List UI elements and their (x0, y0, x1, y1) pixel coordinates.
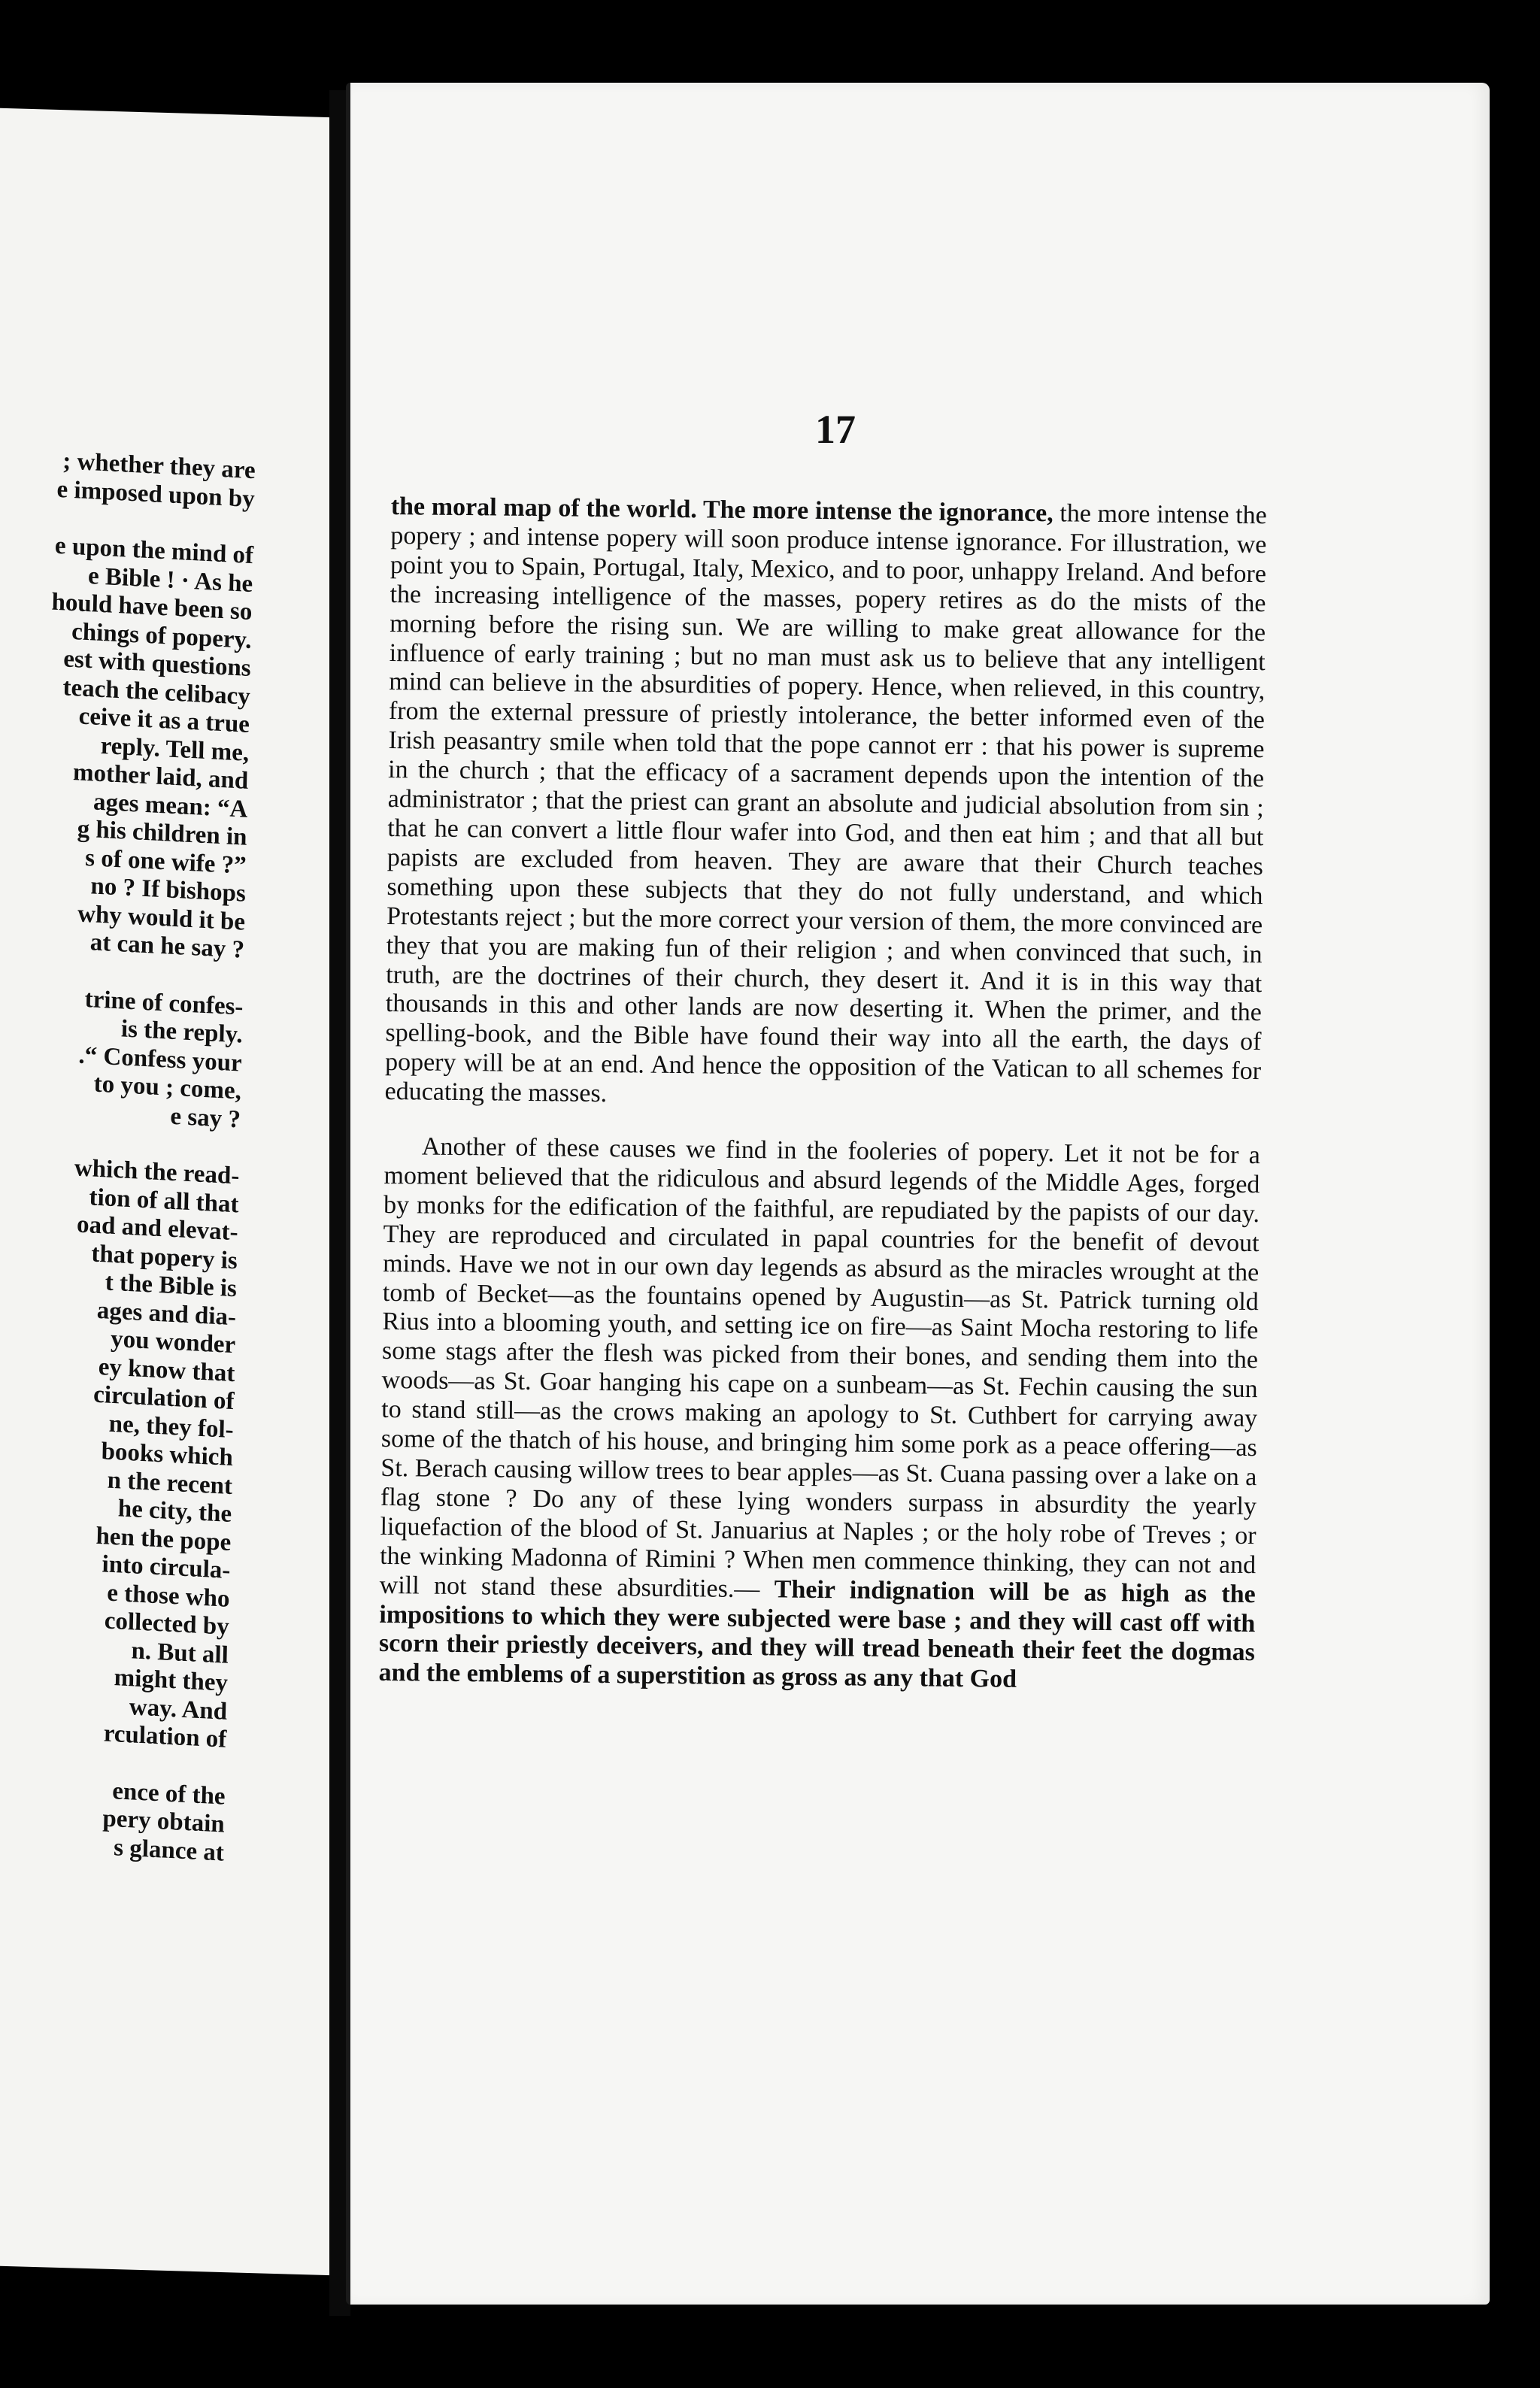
left-page-line: books which (101, 1438, 234, 1472)
page-number: 17 (815, 407, 856, 452)
left-page-line: mother laid, and (72, 759, 249, 795)
left-page-line: teach the celibacy (62, 673, 251, 711)
paragraph-2 (378, 1132, 1260, 1697)
left-page-line: way. And (129, 1693, 228, 1726)
paragraph-1 (384, 492, 1266, 1116)
left-page-line: chings of popery. (71, 617, 252, 654)
left-page-line: oad and elevat- (76, 1211, 238, 1247)
left-page-line: into circula- (102, 1550, 231, 1584)
left-page-line: ey know that (98, 1353, 235, 1387)
left-page-line: collected by (104, 1607, 230, 1641)
left-page-line: e imposed upon by (56, 475, 256, 513)
left-page-line: ages mean: “A (92, 788, 248, 823)
left-page-line: at can he say ? (89, 929, 245, 964)
left-page-text (0, 444, 256, 1868)
left-page-line: might they (114, 1664, 229, 1697)
left-page-line: that popery is (91, 1240, 238, 1274)
page-body-text (378, 492, 1267, 1697)
left-page-line: to you ; come, (93, 1070, 242, 1105)
left-page-line: t the Bible is (105, 1268, 238, 1303)
left-page-line: e say ? (170, 1102, 241, 1133)
left-page-line: which the read- (74, 1154, 240, 1190)
left-page-line: .“ Confess your (78, 1041, 243, 1077)
left-page-line: rculation of (103, 1720, 227, 1753)
left-page-line: n the recent (107, 1466, 233, 1500)
left-page-line: why would it be (77, 899, 246, 936)
left-page-line: est with questions (62, 645, 252, 683)
left-page-line: tion of all that (89, 1183, 239, 1218)
paragraph-1-body: the more intense the popery ; and intense popery will soon produce intense ignorance. For illustration, we point you to Spain, Portugal, Italy, Mexico, and to poor, unhappy Ireland. And before the increasing intelligence of the masses, popery retires as do the mists of the morning before the rising sun. We are willing to make great allowance for the influence of early training ; but no man must ask us to believe that any intelligent mind can believe in the absurdities of popery. Hence, when relieved, in this country, from the external pressure of priestly intolerance, the better informed even of the Irish peasantry smile when told that the pope cannot err : that his power is supreme in the church ; that the efficacy of a sacrament depends upon the intention of the administrator ; that the priest can grant an absolute and judicial absolution from sin ; that he can convert a little flour wafer into God, and then eat him ; and that all but papists are excluded from heaven. They are aware that their Church teaches something upon these subjects that they do not fully understand, and which Protestants reject ; but the more correct your version of them, the more convinced are they that you are making fun of their religion ; and when convinced that such, in truth, are the doctrines of their church, they desert it. And it is in this way that thousands in this and other lands are now deserting it. When the primer, and the spelling-book, and the Bible have found their way into all the earth, the days of popery will be at an end. And hence the opposition of the Vatican to all schemes for educating the masses. (384, 499, 1267, 1108)
left-page-line: s glance at (113, 1833, 225, 1867)
left-page-line: he city, the (117, 1495, 232, 1529)
left-page (0, 108, 334, 2275)
left-page-line: ; whether they are (62, 447, 256, 485)
left-page-line: you wonder (110, 1325, 236, 1359)
left-page-line: ne, they fol- (108, 1410, 235, 1444)
paragraph-2-body: Another of these causes we find in the fooleries of popery. Let it not be for a moment believed that the ridiculous and absurd legends of the Middle Ages, forged by monks for the edification of the faithful, are repudiated by the papists of our day. They are reproduced and circulated in papal countries for the benefit of devout minds. Have we not in our own day legends as absurd as the miracles wrought at the tomb of Becket—as the fountains opened by Augustin—as St. Patrick turning old Rius into a blooming youth, and setting ice on fire—as Saint Mocha restoring to life some stags after the flesh was picked from their bones, and sending them into the woods—as St. Goar hanging his cape on a sunbeam—as St. Fechin causing the sun to stand still—as the crows making an apology to St. Cuthbert for carrying away some of the thatch of his house, and bringing him some pork as a peace offering—as St. Berach causing willow trees to bear apples—as St. Cuana passing over a lake on a flag stone ? Do any of these lying wonders surpass in absurdity the yearly liquefaction of the blood of St. Januarius at Naples ; or the holy robe of Treves ; or the winking Madonna of Rimini ? When men commence thinking, they can not and will not stand these absurdities.— (379, 1132, 1261, 1603)
left-page-line: ages and dia- (96, 1296, 237, 1331)
left-page-line: circulation of (92, 1380, 235, 1416)
paragraph-1-lead: the moral map of the world. The more intense the ignorance, (390, 492, 1053, 528)
left-page-line: n. But all (131, 1636, 229, 1669)
left-page-line: reply. Tell me, (100, 732, 250, 767)
left-page-line: trine of confes- (84, 985, 244, 1021)
left-page-line: no ? If bishops (90, 872, 247, 908)
left-page-line: e those who (106, 1579, 230, 1613)
left-page-line: s of one wife ?” (84, 844, 247, 880)
left-page-line: e Bible ! · As he (87, 562, 253, 598)
left-page-line: hould have been so (51, 588, 253, 626)
paragraph-2-tail: Their indignation will be as high as the impositions to which they were subjected were base ; and they will cast off with scorn their priestly deceivers, and they will tread beneath their feet the dogmas and the emblems of a superstition as gross as any that God (378, 1575, 1256, 1694)
left-page-line: ceive it as a true (78, 702, 250, 738)
left-page-line: g his children in (77, 815, 247, 851)
left-page-line: ence of the (111, 1777, 226, 1811)
left-page-line: e upon the mind of (54, 532, 254, 570)
left-page-line: hen the pope (95, 1522, 232, 1556)
left-page-line: pery obtain (102, 1805, 226, 1838)
left-page-line: is the reply. (120, 1015, 243, 1049)
